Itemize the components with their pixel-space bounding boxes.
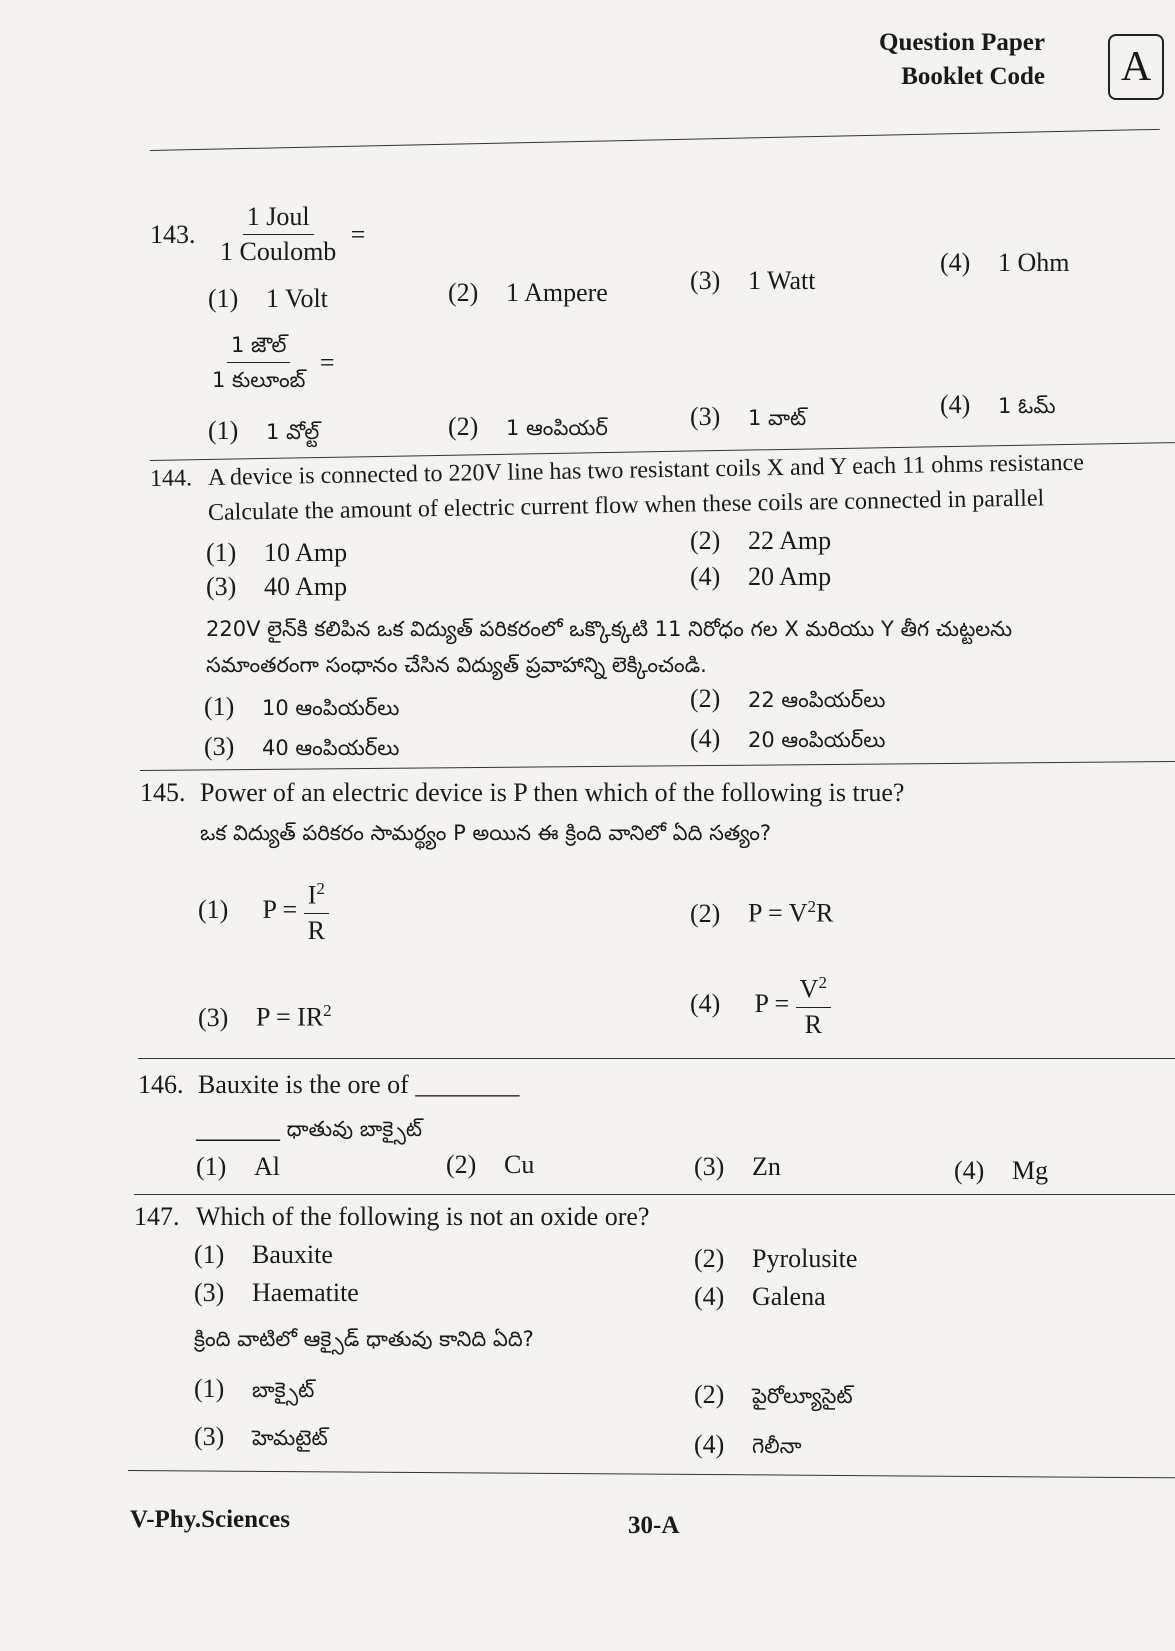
fraction-joule-coulomb-te	[208, 328, 309, 397]
option-number: (2)	[448, 278, 479, 307]
numerator-base: I	[307, 880, 317, 910]
option-number: (4)	[690, 988, 721, 1018]
option-text: 10 Amp	[264, 538, 348, 567]
q143-te-option-1	[208, 414, 319, 449]
q144-te-option-4	[690, 722, 885, 757]
question-text: Which of the following is not an oxide ore?	[196, 1202, 650, 1231]
question-text-line-1: A device is connected to 220V line has two resistant coils X and Y each 11 ohms resistance	[207, 449, 1085, 491]
option-number: (2)	[694, 1244, 725, 1273]
footer-page-number: 30-A	[628, 1512, 680, 1539]
q147-option-1	[194, 1238, 333, 1272]
question-text: Power of an electric device is P then which of the following is true?	[200, 778, 905, 807]
booklet-code-label	[879, 26, 1045, 94]
question-144-telugu-line-2: సమాంతరంగా సంధానం చేసిన విద్యుత్ ప్రవాహాన్ని లెక్కించండి.	[206, 653, 707, 677]
option-text: Zn	[752, 1152, 781, 1181]
q146-option-3	[694, 1150, 781, 1184]
question-144-telugu-line-1: 220V లైన్‌కి కలిపిన ఒక విద్యుత్ పరికరంలో ఒక్కొక్కటి 11 నిరోధం గల X మరియు Y తీగ చుట్టలను	[206, 617, 1013, 641]
fraction-denominator: R	[307, 915, 326, 945]
option-number: (2)	[446, 1150, 477, 1179]
option-text: 1 Ampere	[506, 278, 608, 307]
q145-option-1	[198, 872, 329, 948]
question-text-line-2: Calculate the amount of electric current flow when these coils are connected in parallel	[207, 485, 1045, 526]
option-text: 20 ఆంపియర్‌లు	[748, 728, 886, 752]
option-number: (4)	[954, 1156, 985, 1185]
option-text: 22 Amp	[748, 526, 832, 555]
q143-te-option-4	[940, 388, 1056, 423]
option-text: 1 Ohm	[998, 248, 1070, 277]
option-text: Pyrolusite	[752, 1244, 858, 1273]
option-number: (1)	[208, 284, 239, 313]
q146-option-2	[446, 1148, 534, 1182]
question-146	[138, 1068, 519, 1102]
option-text: 1 Volt	[266, 284, 328, 313]
booklet-code-box: A	[1108, 34, 1164, 100]
q147-option-2	[694, 1242, 857, 1276]
formula-part: R	[815, 898, 834, 928]
option-text: 10 ఆంపియర్‌లు	[262, 696, 400, 720]
q144-te-option-3	[204, 730, 399, 765]
equals-sign: =	[350, 219, 366, 249]
option-text: Haematite	[252, 1278, 359, 1307]
formula-exponent: 2	[807, 897, 816, 916]
fraction-denominator: 1 Coulomb	[220, 237, 337, 266]
header-line-1: Question Paper	[879, 29, 1045, 56]
option-text: Al	[254, 1152, 280, 1181]
option-text: 1 వోల్ట్	[266, 420, 320, 444]
q144-option-4	[690, 560, 831, 594]
fraction-numerator	[796, 966, 831, 1008]
option-text: Bauxite	[252, 1240, 333, 1269]
option-number: (1)	[194, 1374, 225, 1403]
option-number: (4)	[690, 562, 721, 591]
question-145-telugu: ఒక విద్యుత్ పరికరం సామర్థ్యం P అయిన ఈ క్రింది వానిలో ఏది సత్యం?	[200, 821, 772, 845]
option-number: (3)	[694, 1152, 725, 1181]
option-number: (2)	[690, 526, 721, 555]
fraction-numerator	[304, 872, 329, 914]
q144-te-option-1	[204, 690, 399, 725]
question-number: 143.	[150, 219, 196, 249]
question-number: 145.	[140, 778, 186, 807]
option-text: 40 Amp	[264, 572, 348, 601]
question-147	[134, 1200, 649, 1234]
option-number: (3)	[194, 1278, 225, 1307]
q146-option-1	[196, 1150, 280, 1184]
fraction-numerator: 1 Joul	[243, 200, 314, 235]
option-number: (2)	[690, 898, 721, 928]
question-number: 146.	[138, 1070, 184, 1099]
question-number: 147.	[134, 1202, 180, 1231]
q143-option-2	[448, 276, 608, 310]
q145-option-4	[690, 966, 831, 1042]
option-text: బాక్సైట్	[252, 1378, 315, 1402]
question-147-telugu: క్రింది వాటిలో ఆక్సైడ్ ధాతువు కానిది ఏది?	[194, 1327, 534, 1351]
option-number: (4)	[690, 724, 721, 753]
q147-te-option-2	[694, 1378, 853, 1413]
divider-145	[138, 1058, 1175, 1059]
option-text: 40 ఆంపియర్‌లు	[262, 736, 400, 760]
header-line-2: Booklet Code	[901, 63, 1045, 90]
header-rule	[150, 129, 1160, 151]
option-number: (4)	[694, 1430, 725, 1459]
divider-146	[134, 1194, 1175, 1195]
formula-fraction	[304, 872, 329, 948]
option-number: (4)	[940, 390, 971, 419]
formula-lhs: P =	[262, 894, 298, 924]
option-text: గెలీనా	[752, 1434, 802, 1458]
q143-option-3	[690, 264, 815, 298]
option-text: Galena	[752, 1282, 826, 1311]
option-number: (3)	[204, 732, 235, 761]
option-text: హెమటైట్	[252, 1426, 328, 1450]
q143-option-4	[940, 246, 1070, 280]
fraction-numerator: 1 జౌల్	[227, 328, 290, 363]
formula-part: P = V	[748, 898, 808, 928]
q145-option-2	[690, 890, 833, 931]
formula-lhs: P =	[754, 988, 790, 1018]
option-text: 1 ఓమ్	[998, 394, 1056, 418]
option-text: 20 Amp	[748, 562, 832, 591]
q147-te-option-1	[194, 1372, 314, 1407]
question-145	[140, 776, 904, 810]
q145-option-3	[198, 994, 332, 1035]
fraction-joule-coulomb	[216, 200, 340, 269]
question-143	[150, 200, 365, 269]
option-number: (1)	[208, 416, 239, 445]
option-number: (4)	[694, 1282, 725, 1311]
q147-te-option-4	[694, 1428, 801, 1463]
option-number: (3)	[206, 572, 237, 601]
footer-subject: V-Phy.Sciences	[130, 1506, 290, 1533]
q143-te-option-2	[448, 410, 608, 445]
option-number: (3)	[690, 266, 721, 295]
option-text: 1 ఆంపియర్	[506, 416, 608, 440]
q146-option-4	[954, 1154, 1048, 1188]
equals-sign: =	[319, 347, 335, 377]
option-text: 22 ఆంపియర్‌లు	[748, 688, 886, 712]
option-number: (1)	[198, 894, 229, 924]
fraction-denominator: R	[804, 1009, 822, 1039]
q144-option-2	[690, 524, 831, 558]
option-number: (3)	[198, 1002, 229, 1032]
formula-part: P = IR	[256, 1002, 324, 1032]
q147-option-3	[194, 1276, 359, 1310]
question-text: Bauxite is the ore of ________	[198, 1070, 520, 1099]
option-number: (1)	[204, 692, 235, 721]
numerator-exponent: 2	[316, 879, 325, 898]
option-text: Mg	[1012, 1156, 1049, 1185]
q147-te-option-3	[194, 1420, 328, 1455]
option-number: (1)	[206, 538, 237, 567]
option-number: (3)	[690, 402, 721, 431]
q144-te-option-2	[690, 682, 885, 717]
option-text: Cu	[504, 1150, 535, 1179]
option-number: (2)	[448, 412, 479, 441]
option-text: పైరోల్యూసైట్	[752, 1384, 853, 1408]
formula-exponent: 2	[323, 1001, 332, 1020]
question-number: 144.	[149, 465, 193, 492]
option-number: (2)	[690, 684, 721, 713]
divider-147	[128, 1470, 1175, 1478]
q147-option-4	[694, 1280, 826, 1314]
fraction-denominator: 1 కులూంబ్	[212, 368, 306, 392]
option-text: 1 వాట్	[748, 406, 807, 430]
numerator-exponent: 2	[818, 973, 827, 992]
option-number: (4)	[940, 248, 971, 277]
option-number: (3)	[194, 1422, 225, 1451]
q143-te-option-3	[690, 400, 806, 435]
q144-option-1	[206, 536, 347, 570]
question-143-telugu	[208, 328, 335, 397]
numerator-base: V	[799, 974, 819, 1004]
option-number: (2)	[694, 1380, 725, 1409]
formula-fraction	[796, 966, 831, 1042]
q143-option-1	[208, 282, 328, 316]
option-number: (1)	[196, 1152, 227, 1181]
question-146-telugu: ________ ధాతువు బాక్సైట్	[196, 1117, 423, 1141]
option-text: 1 Watt	[748, 266, 816, 295]
option-number: (1)	[194, 1240, 225, 1269]
q144-option-3	[206, 570, 347, 604]
